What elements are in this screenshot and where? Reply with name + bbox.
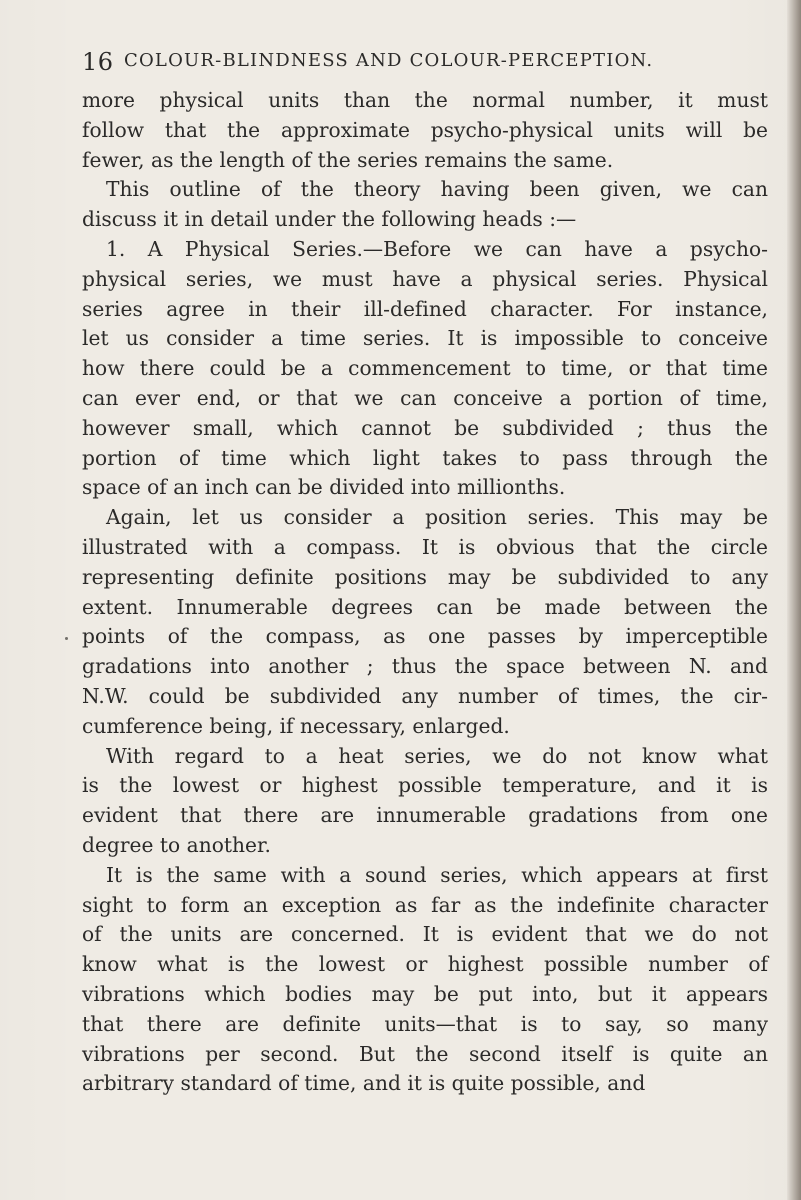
paragraph-line: With regard to a heat series, we do not know what (106, 743, 768, 768)
paragraph-line: extent. Innumerable degrees can be made between the (82, 594, 768, 619)
paragraph-line: This outline of the theory having been given, we can (106, 177, 768, 202)
paragraph-line: N.W. could be subdivided any number of times, the cir- (82, 683, 768, 708)
paragraph-line: can ever end, or that we can conceive a portion of time, (82, 385, 768, 410)
paragraph-line: series agree in their ill-defined character. For instance, (82, 296, 768, 321)
paragraph-line: gradations into another ; thus the space between N. and (82, 654, 768, 679)
paragraph-line: vibrations per second. But the second itself is quite an (82, 1041, 768, 1066)
paragraph-line: arbitrary standard of time, and it is quite possible, and (82, 1071, 646, 1096)
paragraph-3 (82, 235, 768, 503)
paragraph-line: illustrated with a compass. It is obvious that the circle (82, 534, 768, 559)
paragraph-line: know what is the lowest or highest possible number of (82, 952, 768, 977)
paragraph-line: discuss it in detail under the following heads :— (82, 207, 577, 232)
paragraph-line: degree to another. (82, 832, 271, 857)
paragraph-line: representing definite positions may be subdivided to any (82, 564, 768, 589)
paragraph-line: It is the same with a sound series, which appears at first (106, 862, 768, 887)
page-header (82, 46, 732, 80)
paragraph-line: space of an inch can be divided into millionths. (82, 475, 566, 500)
paragraph-line: evident that there are innumerable gradations from one (82, 803, 768, 828)
print-speck (65, 637, 68, 640)
running-head: COLOUR-BLINDNESS AND COLOUR-PERCEPTION. (124, 50, 654, 71)
paragraph-line: physical series, we must have a physical series. Physical (82, 266, 768, 291)
paragraph-line: points of the compass, as one passes by imperceptible (82, 624, 768, 649)
paragraph-line: let us consider a time series. It is impossible to conceive (82, 326, 768, 351)
paragraph-line: vibrations which bodies may be put into, but it appears (82, 981, 768, 1006)
paragraph-line: 1. A Physical Series.—Before we can have a psycho- (106, 236, 768, 261)
page-edge-shadow (787, 0, 801, 1200)
paragraph-6 (82, 861, 768, 1099)
paragraph-4 (82, 503, 768, 741)
paragraph-line: more physical units than the normal number, it must (82, 88, 768, 112)
paragraph-2 (82, 175, 768, 235)
paragraph-line: fewer, as the length of the series remains the same. (82, 147, 614, 172)
paragraph-line: that there are definite units—that is to say, so many (82, 1011, 768, 1036)
paragraph-line: Again, let us consider a position series. This may be (106, 505, 768, 530)
paragraph-line: however small, which cannot be subdivided ; thus the (82, 415, 768, 440)
paragraph-line: how there could be a commencement to time, or that time (82, 356, 768, 381)
paragraph-line: portion of time which light takes to pass through the (82, 445, 768, 470)
paragraph-line: cumference being, if necessary, enlarged. (82, 713, 510, 738)
paragraph-line: is the lowest or highest possible temperature, and it is (82, 773, 768, 798)
page-number: 16 (82, 48, 114, 76)
paragraph-line: sight to form an exception as far as the indefinite character (82, 892, 768, 917)
paragraph-5 (82, 742, 768, 861)
paragraph-line: of the units are concerned. It is evident that we do not (82, 922, 768, 947)
paragraph-line: follow that the approximate psycho-physical units will be (82, 117, 768, 142)
page-body (82, 86, 768, 1099)
paragraph-1 (82, 86, 768, 175)
